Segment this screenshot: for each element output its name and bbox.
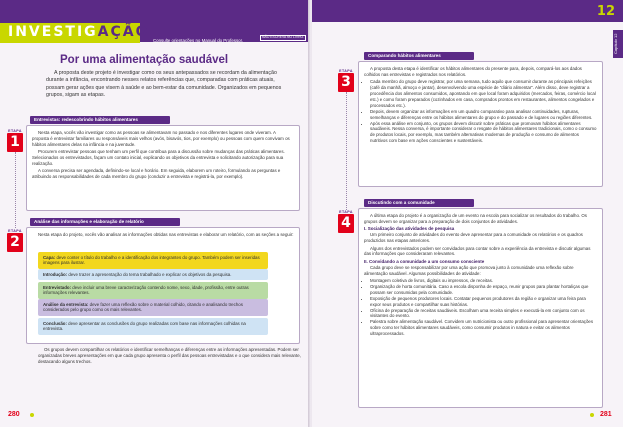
step-2-heading: Análise das informações e elaboração de relatório <box>30 218 180 226</box>
step-4-paragraph: Cada grupo deve se responsabilizar por uma ação que promova junto à comunidade uma reflexão sobre alimentação saudável. Algumas possibilidades de atividade: <box>364 264 574 276</box>
step-3-marker: ETAPA 3 <box>339 69 353 90</box>
report-item-conclusion: Conclusão: deve apresentar as conclusões do grupo realizadas com base nas informações colhidas na entrevista. <box>38 318 268 335</box>
page-number: 281 <box>600 411 612 418</box>
page-title: Por uma alimentação saudável <box>60 54 229 66</box>
step-3-box <box>358 61 603 187</box>
step-4-paragraph: Alguns dos entrevistados podem ser convidados para contar sobre a experiência da entrevista e discutir algumas das informações que consideraram relevantes. <box>364 245 591 257</box>
report-item-cover: Capa: deve conter o título do trabalho e a identificação dos integrantes do grupo. Também podem ser inseridas imagens para ilustrar. <box>38 252 268 269</box>
chapter-number: 12 <box>596 4 615 19</box>
page-number: 280 <box>8 411 20 418</box>
left-page <box>0 0 310 427</box>
step-2-marker: ETAPA 2 <box>8 229 22 250</box>
step-3-bullet: • Depois, devem organizar as informações em um quadro comparativo para analisar continuidades, rupturas, semelhanças e diferenças entre os hábitos alimentares do grupo e do passado e de lugares ou regiões diferentes. <box>370 109 597 121</box>
step-3-heading: Comparando hábitos alimentares <box>364 52 474 60</box>
step-4-box <box>358 208 603 408</box>
step-1-heading: Entrevistas: redescobrindo hábitos alimentares <box>30 116 170 124</box>
step-3-bullet: • Após essa análise em conjunto, os grupos devem discutir sobre práticas que promovam hábitos alimentares saudáveis. Nessa conversa, é importante considerar o resgate de hábitos alimentares tradicionais, como o consumo de produtos locais, por exemplo, mas também alternativas modernas de produção e consumo de alimentos nutritivos com base em ações conscientes e sustentáveis. <box>370 121 597 145</box>
no-write-tag: NÃO ESCREVA NO LIVRO. <box>262 35 305 39</box>
step-1-marker: ETAPA 1 <box>8 129 22 150</box>
step-1-paragraph: A conversa precisa ser agendada, definindo-se local e horário. Em seguida, elaborem um roteiro, formulando as perguntas e atribuindo as responsabilidades de cada membro do grupo (conduzir a entrevista e registrá-la, por exemplo). <box>32 168 281 180</box>
step-4-marker: ETAPA 4 <box>339 210 353 231</box>
step-1-paragraph: Procurem entrevistar pessoas que tenham um perfil que contribua para a discussão sobre mudanças das práticas alimentares. Selecionados os entrevistados, façam um contato inicial, explicando os objetivos da entrevista e solicitando autorização para sua realização. <box>32 149 285 166</box>
step-4-paragraph: Um primeiro conjunto de atividades do evento deve apresentar para a comunidade os relatórios e os quadros produzidos nas etapas anteriores. <box>364 232 583 244</box>
intro-paragraph: A proposta deste projeto é investigar como os seus antepassados se recordam da alimentação durante a infância, encontrando nesses relatos referências que, comparadas com práticas atuais, possam gerar ações que visem à saúde e ao bem-estar da comunidade. Organizados em pequenos grupos, sigam as etapas. <box>46 70 282 98</box>
page-dot <box>30 413 34 417</box>
step-4-subheading: I. Socialização das atividades de pesquisa <box>364 226 455 232</box>
step-1-box <box>26 125 300 211</box>
step-4-bullet: • Palestra sobre alimentação saudável. Convidem um nutricionista ou outro profissional para apresentar orientações sobre como ter hábitos alimentares saudáveis, como consumir produtos in natura e evitar os alimentos ultraprocessados. <box>370 319 597 337</box>
section-title: INVESTIGAÇÃO <box>8 24 150 40</box>
step-4-heading: Discutindo com a comunidade <box>364 199 474 207</box>
sharing-paragraph: Os grupos devem compartilhar os relatórios e identificar semelhanças e diferenças entre as informações apresentadas. Podem ser organizadas breves apresentações em que cada grupo apresenta o perfil das pessoas entrevistadas e o que considera mais relevante, destacando alguns trechos. <box>38 347 301 364</box>
connector-line <box>15 152 16 228</box>
step-3-bullet: • Cada membro do grupo deve registrar, por uma semana, tudo aquilo que consumir durante as principais refeições (café da manhã, almoço e jantar), desenvolvendo uma espécie de “diário alimentar”. Além disso, deve registrar a procedência dos alimentos consumidos, apontando em que local foram adquiridos (mercados, feiras, comércio local etc.) e como foram preparados (cozinhados em casa, comprados prontos em restaurantes, alimentos congelados e processados etc.). <box>370 79 597 109</box>
header-band <box>312 0 623 22</box>
step-4-bullet: • Organização de horta comunitária. Caso a escola disponha de espaço, reunir grupos para plantar hortaliças que possam ser consumidas pela comunidade. <box>370 284 597 296</box>
step-4-subheading: II. Convidando a comunidade a um consumo consciente <box>364 258 485 264</box>
step-4-bullet: • Oficina de preparação de receitas saudáveis. Escolham uma receita simples e executá-la em conjunto com os visitantes do evento. <box>370 308 597 320</box>
right-page <box>312 0 623 427</box>
report-item-analysis: Análise da entrevista: deve fazer uma reflexão sobre o material colhido, citando e analisando trechos considerados pelo grupo como os mais relevantes. <box>38 299 268 316</box>
teacher-note: Consulte orientações no Manual do Professor. <box>153 38 244 43</box>
report-item-introduction: Introdução: deve trazer a apresentação do tema trabalhado e explicar os objetivos da pesquisa. <box>38 269 268 280</box>
step-1-paragraph: Nesta etapa, vocês vão investigar como as pessoas se alimentavam no passado e nos diferentes lugares onde viveram. A proposta é entrevistar familiares ou responsáveis mais velhos (avós, bisavós, tios, por exemplo) ou pessoas com quem convivam os hábitos alimentares delas na infância e na juventude. <box>32 130 290 147</box>
connector-line <box>346 92 347 210</box>
page-dot <box>590 413 594 417</box>
step-4-bullet: • Exposição de pequenos produtores locais. Contatar pequenos produtores da região e organizar uma feira para expor seus produtos e compartilhar suas histórias. <box>370 296 597 308</box>
step-2-paragraph: Nesta etapa do projeto, vocês vão analisar as informações obtidas nas entrevistas e elaborar um relatório, com as seções a seguir: <box>38 232 294 237</box>
step-4-paragraph: A última etapa do projeto é a organização de um evento na escola para socializar os resultados do trabalho. Os grupos devem se organizar para a preparação de dois conjuntos de atividades. <box>364 213 587 224</box>
chapter-side-tab: Capítulo 12 <box>613 30 623 58</box>
step-4-bullet: • Montagem coletiva de livros, digitais ou impressos, de receitas. <box>370 278 597 284</box>
report-item-interviewee: Entrevistado: deve incluir uma breve caracterização contendo nome, sexo, idade, profissão, entre outras informações relevantes. <box>38 282 268 299</box>
step-3-paragraph: A proposta desta etapa é identificar os hábitos alimentares do presente para, depois, compará-los aos dados colhidos nas entrevistas e registrados nos relatórios. <box>364 66 582 77</box>
